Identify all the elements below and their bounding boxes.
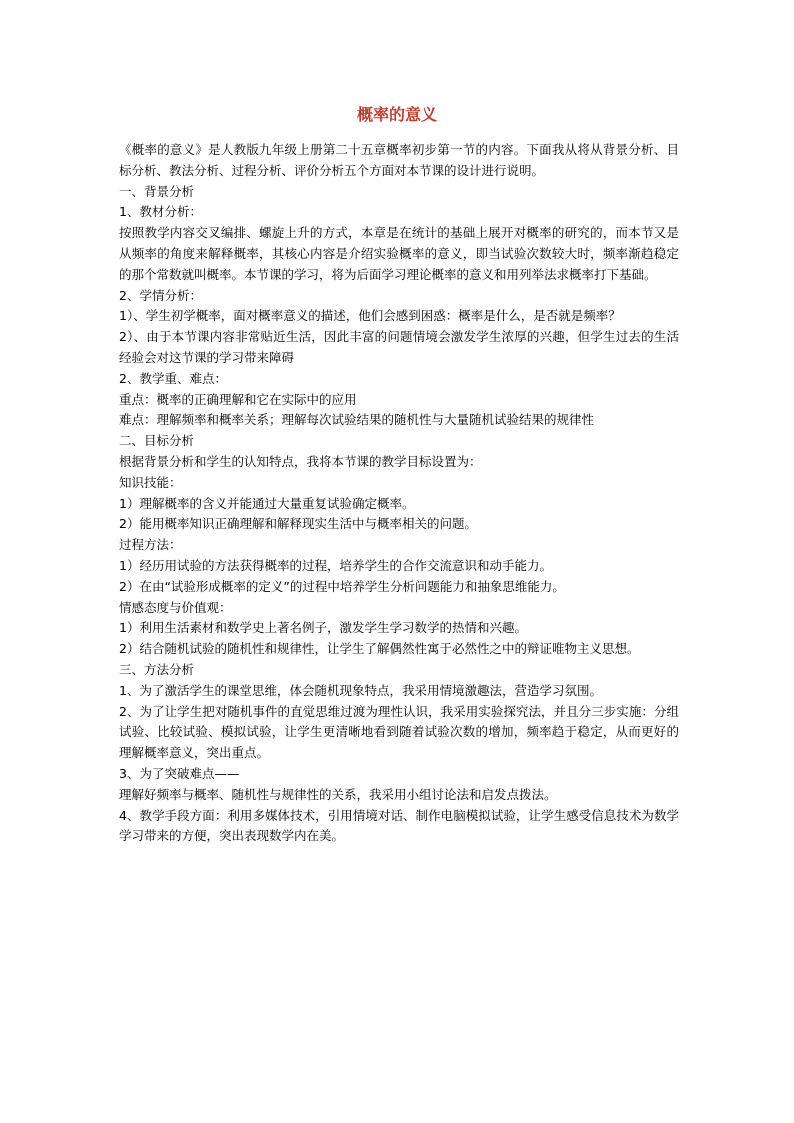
method-item-4: 4、教学手段方面：利用多媒体技术，引用情境对话、制作电脑模拟试验，让学生感受信息技术为数学学习带来的方便，突出表现数学内在美。 <box>119 807 679 844</box>
section-heading-goals: 二、目标分析 <box>119 433 195 449</box>
subheading-textbook-analysis: 1、教材分析： <box>119 204 202 220</box>
method-item-2: 2、为了让学生把对随机事件的直觉思维过渡为理性认识，我采用实验探究法，并且分三步实施：分组试验、比较试验、模拟试验，让学生更清晰地看到随着试验次数的增加，频率趋于稳定，从而更好的理解概率意义，突出重点。 <box>119 703 679 761</box>
document-body <box>119 140 679 847</box>
goals-intro: 根据背景分析和学生的认知特点，我将本节课的教学目标设置为： <box>119 453 482 469</box>
attitude-item-2: 2）结合随机试验的随机性和规律性，让学生了解偶然性寓于必然性之中的辩证唯物主义思想。 <box>119 641 640 657</box>
knowledge-item-1: 1）理解概率的含义并能通过大量重复试验确定概率。 <box>119 495 415 511</box>
method-item-3-detail: 理解好频率与概率、随机性与规律性的关系，我采用小组讨论法和启发点拨法。 <box>119 786 557 802</box>
textbook-analysis-paragraph: 按照教学内容交叉编排、螺旋上升的方式，本章是在统计的基础上展开对概率的研究的，而本节又是从频率的角度来解释概率，其核心内容是介绍实验概率的意义，即当试验次数较大时，频率渐趋稳定的那个常数就叫概率。本节课的学习，将为后面学习理论概率的意义和用列举法求概率打下基础。 <box>119 225 679 282</box>
process-item-1: 1）经历用试验的方法获得概率的过程，培养学生的合作交流意识和动手能力。 <box>119 557 552 573</box>
section-heading-methods: 三、方法分析 <box>119 661 195 677</box>
subheading-student-analysis: 2、学情分析： <box>119 287 202 303</box>
section-heading-background: 一、背景分析 <box>119 183 195 199</box>
subheading-attitudes-values: 情感态度与价值观： <box>119 599 232 615</box>
subheading-key-points: 2、教学重、难点： <box>119 370 227 386</box>
document-title: 概率的意义 <box>356 105 437 124</box>
student-analysis-item-2: 2）、由于本节课内容非常贴近生活，因此丰富的问题情境会激发学生浓厚的兴趣，但学生过去的生活经验会对这节课的学习带来障碍 <box>119 329 679 365</box>
difficulty-line: 难点：理解频率和概率关系；理解每次试验结果的随机性与大量随机试验结果的规律性 <box>119 412 595 428</box>
attitude-item-1: 1）利用生活素材和数学史上著名例子，激发学生学习数学的热情和兴趣。 <box>119 620 527 636</box>
intro-paragraph: 《概率的意义》是人教版九年级上册第二十五章概率初步第一节的内容。下面我从将从背景分析、目标分析、教法分析、过程分析、评价分析五个方面对本节课的设计进行说明。 <box>119 142 679 178</box>
method-item-3: 3、为了突破难点—— <box>119 765 240 781</box>
subheading-process-methods: 过程方法： <box>119 537 182 553</box>
method-item-1: 1、为了激活学生的课堂思维，体会随机现象特点，我采用情境激趣法，营造学习氛围。 <box>119 682 602 698</box>
student-analysis-item-1: 1）、学生初学概率，面对概率意义的描述，他们会感到困惑：概率是什么，是否就是频率？ <box>119 308 621 324</box>
key-point-line: 重点：概率的正确理解和它在实际中的应用 <box>119 391 357 407</box>
knowledge-item-2: 2）能用概率知识正确理解和解释现实生活中与概率相关的问题。 <box>119 516 477 532</box>
subheading-knowledge-skills: 知识技能： <box>119 474 182 490</box>
process-item-2: 2）在由“试验形成概率的定义”的过程中培养学生分析问题能力和抽象思维能力。 <box>119 578 565 594</box>
